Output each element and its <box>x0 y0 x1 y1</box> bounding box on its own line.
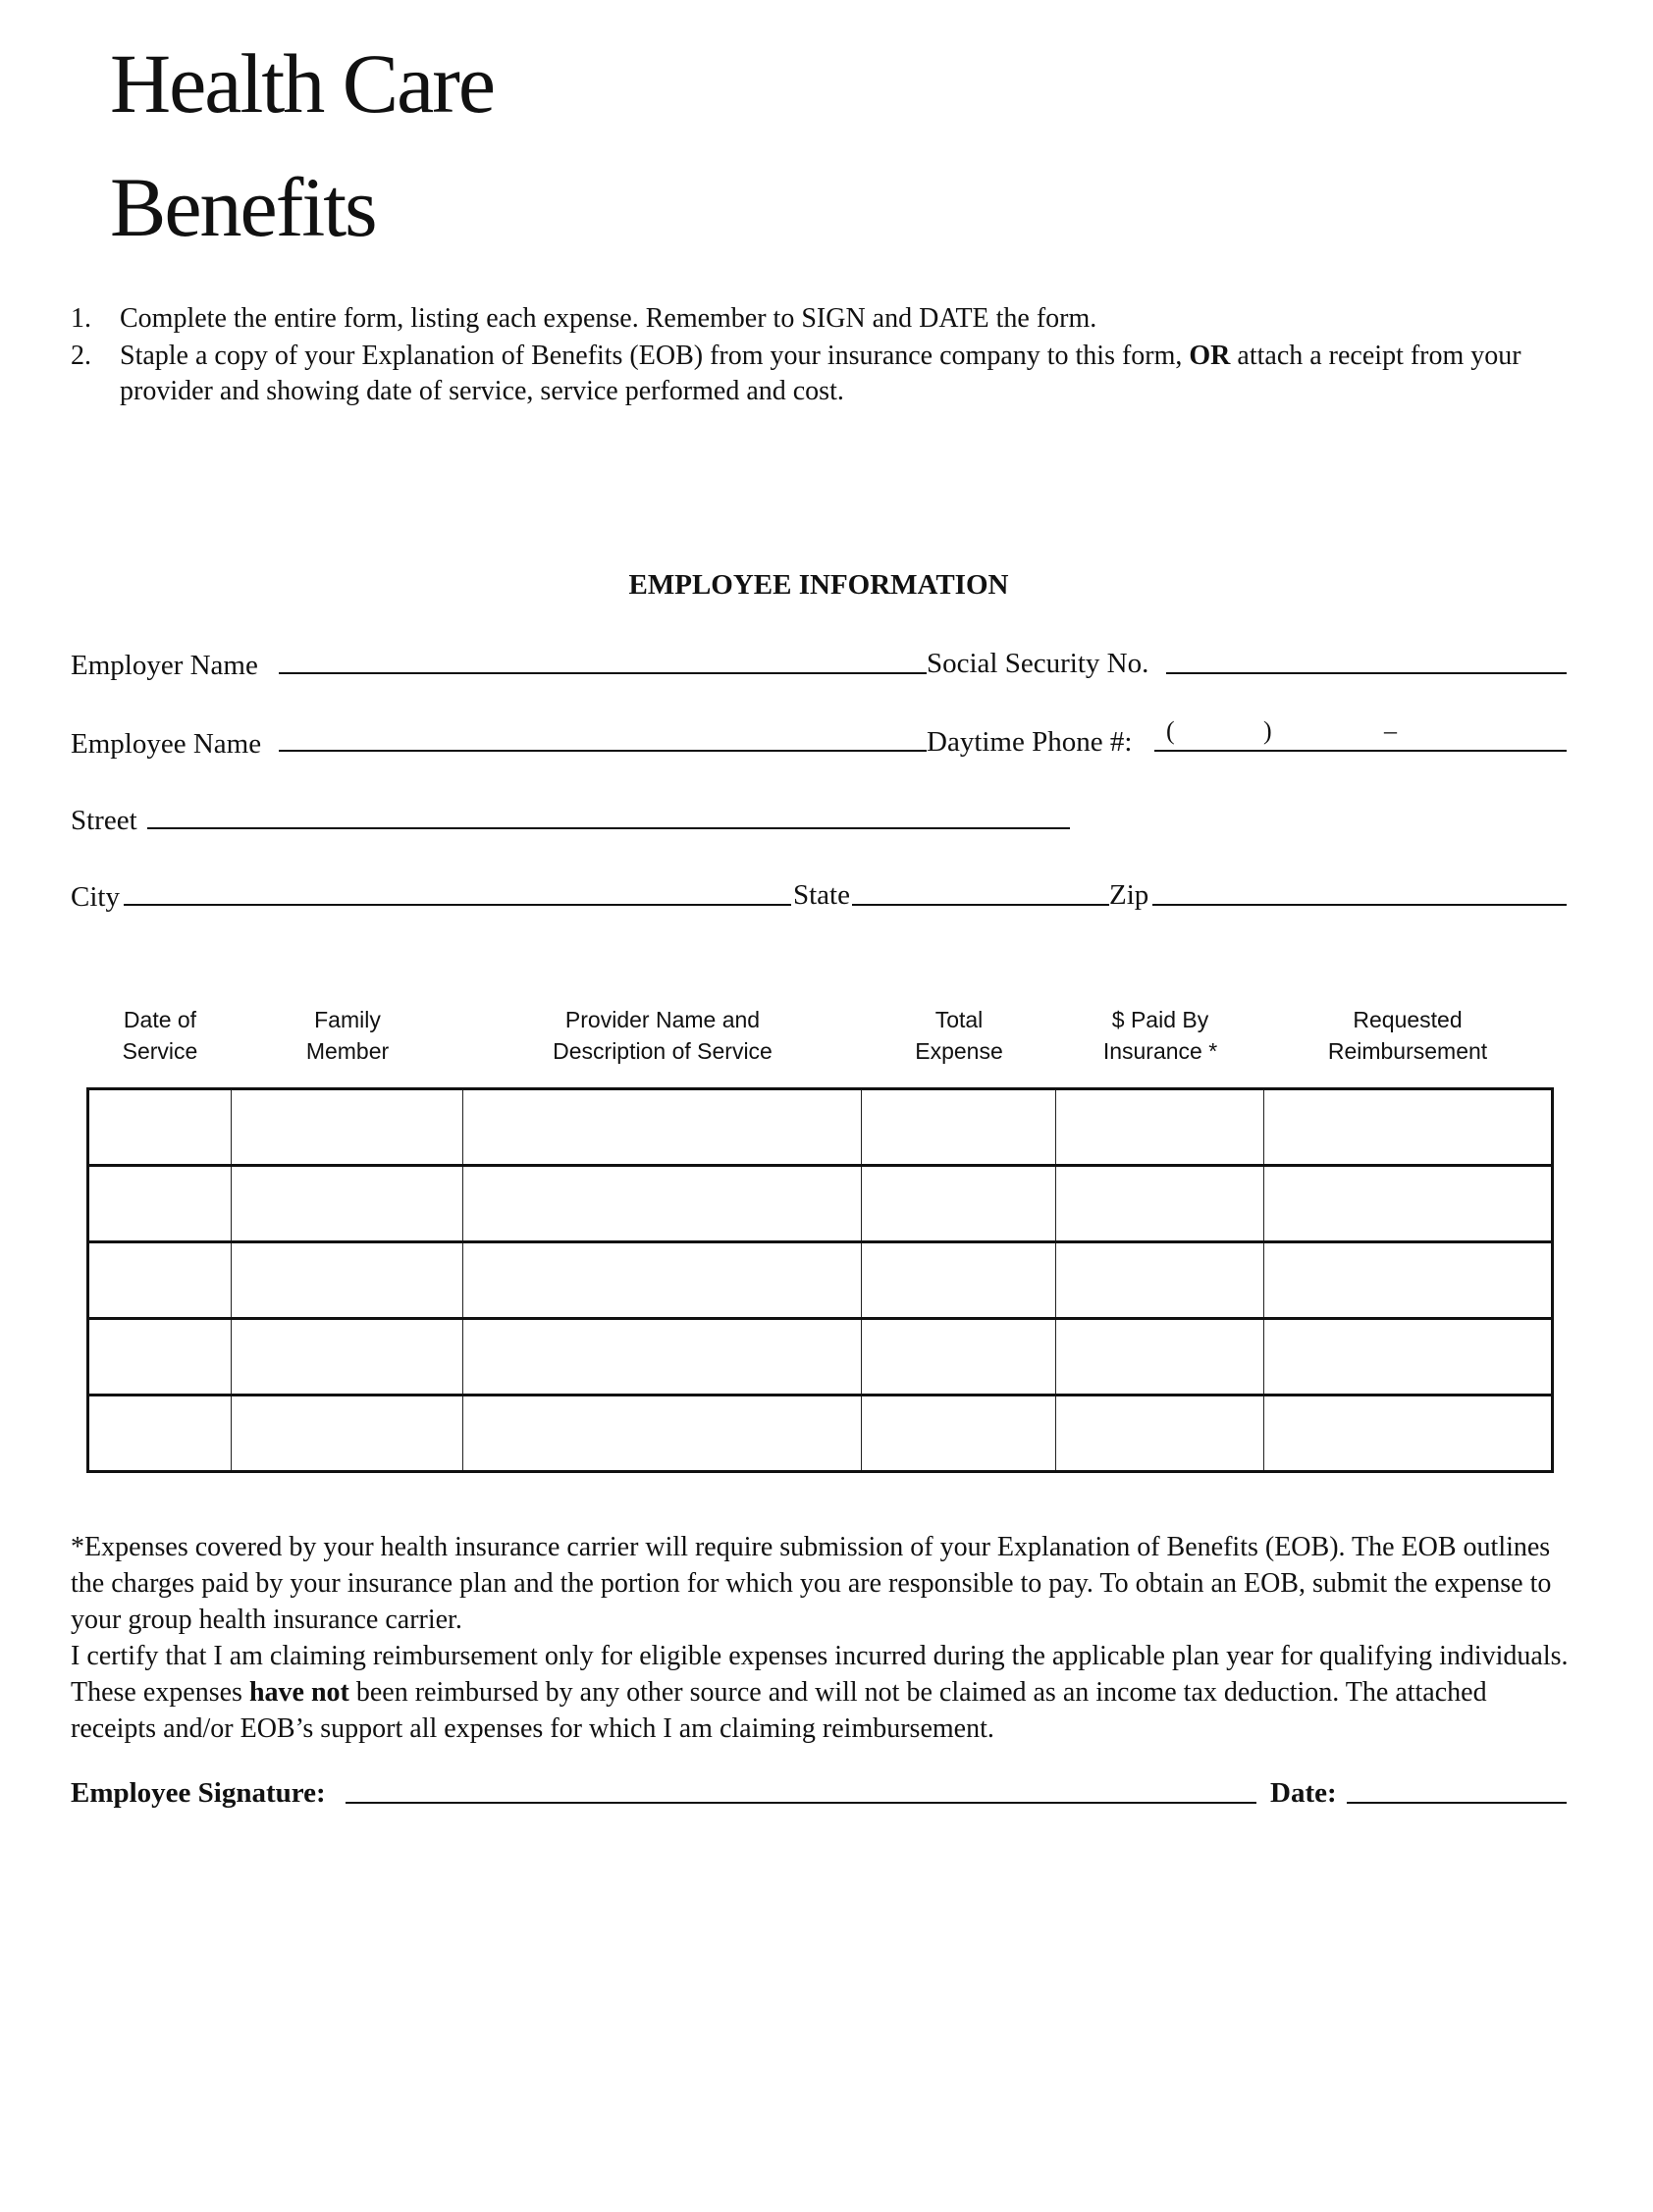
signature-label: Employee Signature: <box>71 1777 326 1809</box>
column-header-line: Family <box>314 1007 381 1032</box>
family-member-cell[interactable] <box>232 1242 463 1319</box>
requested-reimbursement-cell[interactable] <box>1264 1242 1553 1319</box>
phone-label: Daytime Phone #: <box>927 726 1133 758</box>
instruction-text <box>120 339 1553 409</box>
column-header-requested-reimbursement <box>1264 1004 1551 1067</box>
state-field[interactable] <box>852 904 1109 906</box>
provider-description-cell[interactable] <box>463 1166 862 1242</box>
column-header-line: Service <box>122 1038 198 1064</box>
instruction-text: Complete the entire form, listing each expense. Remember to SIGN and DATE the form. <box>120 303 1097 334</box>
table-row <box>88 1089 1553 1166</box>
phone-area-code-open: ( <box>1166 716 1175 745</box>
paid-by-insurance-cell[interactable] <box>1056 1166 1264 1242</box>
phone-dash: – <box>1384 716 1397 745</box>
total-expense-cell[interactable] <box>862 1319 1056 1396</box>
title-line-2: Benefits <box>110 160 376 254</box>
expense-table <box>86 1087 1554 1473</box>
family-member-cell[interactable] <box>232 1319 463 1396</box>
instruction-text-part: Staple a copy of your Explanation of Benefits (EOB) from your insurance company to this form, <box>120 341 1190 371</box>
column-header-line: Requested <box>1353 1007 1463 1032</box>
date-of-service-cell[interactable] <box>88 1089 232 1166</box>
employee-name-field[interactable] <box>279 750 927 752</box>
employee-name-label: Employee Name <box>71 728 262 760</box>
column-header-line: Description of Service <box>553 1038 773 1064</box>
requested-reimbursement-cell[interactable] <box>1264 1089 1553 1166</box>
provider-description-cell[interactable] <box>463 1396 862 1472</box>
paid-by-insurance-cell[interactable] <box>1056 1242 1264 1319</box>
total-expense-cell[interactable] <box>862 1166 1056 1242</box>
provider-description-cell[interactable] <box>463 1089 862 1166</box>
column-header-line: Total <box>934 1007 984 1032</box>
paid-by-insurance-cell[interactable] <box>1056 1319 1264 1396</box>
footnote-block <box>71 1529 1573 1747</box>
street-field[interactable] <box>147 827 1070 829</box>
eob-note: *Expenses covered by your health insurance carrier will require submission of your Explanation of Benefits (EOB). The EOB outlines the charges paid by your insurance plan and the portion for which you are responsible to pay. To obtain an EOB, submit the expense to your group health insurance carrier. <box>71 1532 1552 1635</box>
table-row <box>88 1242 1553 1319</box>
city-field[interactable] <box>124 904 791 906</box>
certification-text-part: I certify that I am claiming reimbursement only for eligible expenses incurred during the applicable plan year for qualifying individuals. These expenses <box>71 1641 1569 1708</box>
total-expense-cell[interactable] <box>862 1396 1056 1472</box>
date-of-service-cell[interactable] <box>88 1166 232 1242</box>
ssn-field[interactable] <box>1166 672 1567 674</box>
signature-field[interactable] <box>346 1802 1256 1804</box>
provider-description-cell[interactable] <box>463 1319 862 1396</box>
instruction-text-emphasis: OR <box>1189 341 1231 371</box>
column-header-provider-description <box>463 1004 862 1067</box>
instruction-number: 2. <box>71 341 91 371</box>
family-member-cell[interactable] <box>232 1396 463 1472</box>
zip-field[interactable] <box>1152 904 1567 906</box>
total-expense-cell[interactable] <box>862 1089 1056 1166</box>
phone-area-code-close: ) <box>1263 716 1272 745</box>
ssn-label: Social Security No. <box>927 648 1149 679</box>
certification-text-part: been reimbursed by any other source and will not be claimed as an income tax deduction. The attached receipts and/or EOB’s support all expenses for which I am claiming reimbursement. <box>71 1677 1487 1744</box>
date-label: Date: <box>1270 1777 1337 1809</box>
column-header-line: Insurance * <box>1102 1038 1218 1064</box>
paid-by-insurance-cell[interactable] <box>1056 1396 1264 1472</box>
certification-text-emphasis: have not <box>248 1677 349 1708</box>
instruction-2 <box>0 339 1653 417</box>
family-member-cell[interactable] <box>232 1089 463 1166</box>
employer-name-field[interactable] <box>279 672 927 674</box>
column-header-line: Expense <box>915 1038 1003 1064</box>
column-header-line: Member <box>305 1038 390 1064</box>
column-header-line: Date of <box>123 1007 197 1032</box>
table-row <box>88 1396 1553 1472</box>
date-of-service-cell[interactable] <box>88 1396 232 1472</box>
date-of-service-cell[interactable] <box>88 1242 232 1319</box>
column-header-line: $ Paid By <box>1111 1007 1209 1032</box>
table-row <box>88 1319 1553 1396</box>
requested-reimbursement-cell[interactable] <box>1264 1319 1553 1396</box>
family-member-cell[interactable] <box>232 1166 463 1242</box>
column-header-date-of-service <box>88 1004 232 1067</box>
instruction-text-part: attach a receipt from your provider and showing date of service, service performed and cost. <box>120 341 1521 406</box>
date-of-service-cell[interactable] <box>88 1319 232 1396</box>
state-label: State <box>793 879 850 911</box>
city-label: City <box>71 881 120 913</box>
employer-name-label: Employer Name <box>71 650 258 681</box>
column-header-paid-by-insurance <box>1056 1004 1264 1067</box>
column-header-family-member <box>232 1004 463 1067</box>
column-header-total-expense <box>862 1004 1056 1067</box>
provider-description-cell[interactable] <box>463 1242 862 1319</box>
phone-field[interactable] <box>1154 750 1567 752</box>
paid-by-insurance-cell[interactable] <box>1056 1089 1264 1166</box>
column-header-line: Reimbursement <box>1327 1038 1488 1064</box>
title-line-1: Health Care <box>110 36 495 131</box>
instruction-1 <box>0 301 1653 341</box>
requested-reimbursement-cell[interactable] <box>1264 1396 1553 1472</box>
street-label: Street <box>71 805 137 836</box>
zip-label: Zip <box>1109 879 1149 911</box>
date-field[interactable] <box>1347 1802 1567 1804</box>
requested-reimbursement-cell[interactable] <box>1264 1166 1553 1242</box>
instruction-number: 1. <box>71 303 91 334</box>
table-row <box>88 1166 1553 1242</box>
certification-text <box>71 1638 1573 1747</box>
column-header-line: Provider Name and <box>564 1007 761 1032</box>
total-expense-cell[interactable] <box>862 1242 1056 1319</box>
section-title: EMPLOYEE INFORMATION <box>628 569 1009 601</box>
